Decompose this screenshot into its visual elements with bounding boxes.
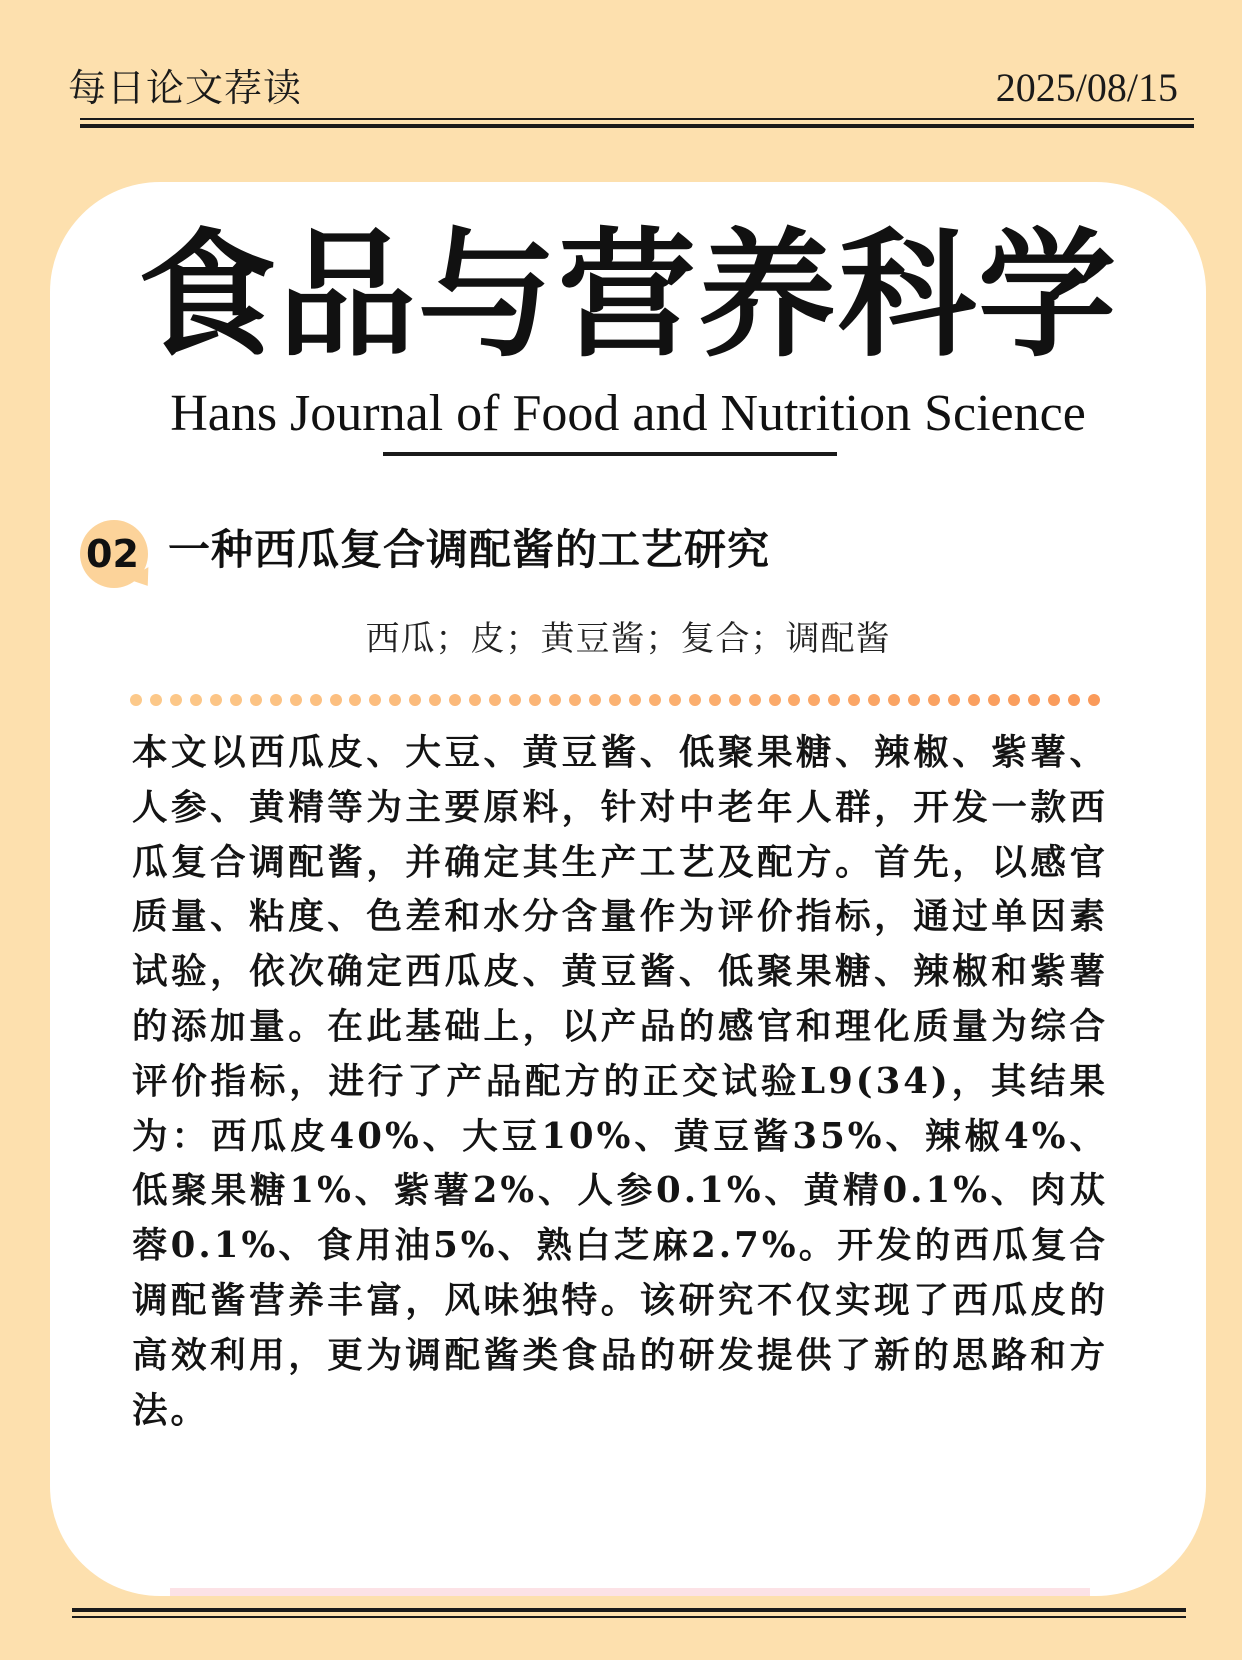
divider-dot xyxy=(808,694,820,706)
divider-dot xyxy=(749,694,761,706)
divider-dot xyxy=(469,694,481,706)
divider-dot xyxy=(230,694,242,706)
divider-dot xyxy=(150,694,162,706)
journal-title-english: Hans Journal of Food and Nutrition Science xyxy=(170,385,1086,442)
divider-dot xyxy=(429,694,441,706)
dotted-divider xyxy=(130,694,1100,708)
divider-dot xyxy=(310,694,322,706)
divider-dot xyxy=(210,694,222,706)
card-bottom-accent xyxy=(170,1588,1090,1596)
divider-dot xyxy=(1008,694,1020,706)
divider-dot xyxy=(1048,694,1060,706)
divider-dot xyxy=(788,694,800,706)
divider-dot xyxy=(290,694,302,706)
divider-dot xyxy=(250,694,262,706)
divider-dot xyxy=(349,694,361,706)
divider-dot xyxy=(928,694,940,706)
divider-dot xyxy=(968,694,980,706)
divider-dot xyxy=(569,694,581,706)
journal-title-underline xyxy=(383,452,837,456)
divider-dot xyxy=(330,694,342,706)
bottom-divider-thin xyxy=(72,1616,1186,1618)
journal-title-chinese: 食品与营养科学 xyxy=(137,213,1118,376)
divider-dot xyxy=(709,694,721,706)
divider-dot xyxy=(509,694,521,706)
divider-dot xyxy=(449,694,461,706)
divider-dot xyxy=(170,694,182,706)
divider-dot xyxy=(888,694,900,706)
divider-dot xyxy=(130,694,142,706)
divider-dot xyxy=(1028,694,1040,706)
divider-dot xyxy=(389,694,401,706)
divider-dot xyxy=(369,694,381,706)
bottom-divider-thick xyxy=(72,1608,1186,1612)
date-label: 2025/08/15 xyxy=(995,65,1178,110)
divider-dot xyxy=(589,694,601,706)
divider-dot xyxy=(629,694,641,706)
divider-dot xyxy=(190,694,202,706)
divider-dot xyxy=(988,694,1000,706)
divider-dot xyxy=(489,694,501,706)
top-divider-thick xyxy=(80,124,1194,128)
divider-dot xyxy=(549,694,561,706)
divider-dot xyxy=(769,694,781,706)
divider-dot xyxy=(409,694,421,706)
divider-dot xyxy=(649,694,661,706)
divider-dot xyxy=(868,694,880,706)
divider-dot xyxy=(609,694,621,706)
divider-dot xyxy=(669,694,681,706)
daily-paper-label: 每日论文荐读 xyxy=(68,66,303,110)
divider-dot xyxy=(828,694,840,706)
paper-keywords: 西瓜；皮；黄豆酱；复合；调配酱 xyxy=(365,619,891,659)
paper-number: 02 xyxy=(86,532,139,576)
divider-dot xyxy=(908,694,920,706)
content-card xyxy=(50,182,1206,1596)
divider-dot xyxy=(270,694,282,706)
paper-title: 一种西瓜复合调配酱的工艺研究 xyxy=(168,525,771,574)
divider-dot xyxy=(948,694,960,706)
divider-dot xyxy=(729,694,741,706)
divider-dot xyxy=(1088,694,1100,706)
divider-dot xyxy=(848,694,860,706)
top-divider-thin xyxy=(80,118,1194,120)
divider-dot xyxy=(529,694,541,706)
divider-dot xyxy=(1068,694,1080,706)
paper-abstract: 本文以西瓜皮、大豆、黄豆酱、低聚果糖、辣椒、紫薯、人参、黄精等为主要原料，针对中老年人群，开发一款西瓜复合调配酱，并确定其生产工艺及配方。首先，以感官质量、粘度、色差和水分含量作为评价指标，通过单因素试验，依次确定西瓜皮、黄豆酱、低聚果糖、辣椒和紫薯的添加量。在此基础上，以产品的感官和理化质量为综合评价指标，进行了产品配方的正交试验L9(34)，其结果为：西瓜皮40%、大豆10%、黄豆酱35%、辣椒4%、低聚果糖1%、紫薯2%、人参0.1%、黄精0.1%、肉苁蓉0.1%、食用油5%、熟白芝麻2.7%。开发的西瓜复合调配酱营养丰富，风味独特。该研究不仅实现了西瓜皮的高效利用，更为调配酱类食品的研发提供了新的思路和方法。 xyxy=(132,732,1108,1431)
divider-dot xyxy=(689,694,701,706)
